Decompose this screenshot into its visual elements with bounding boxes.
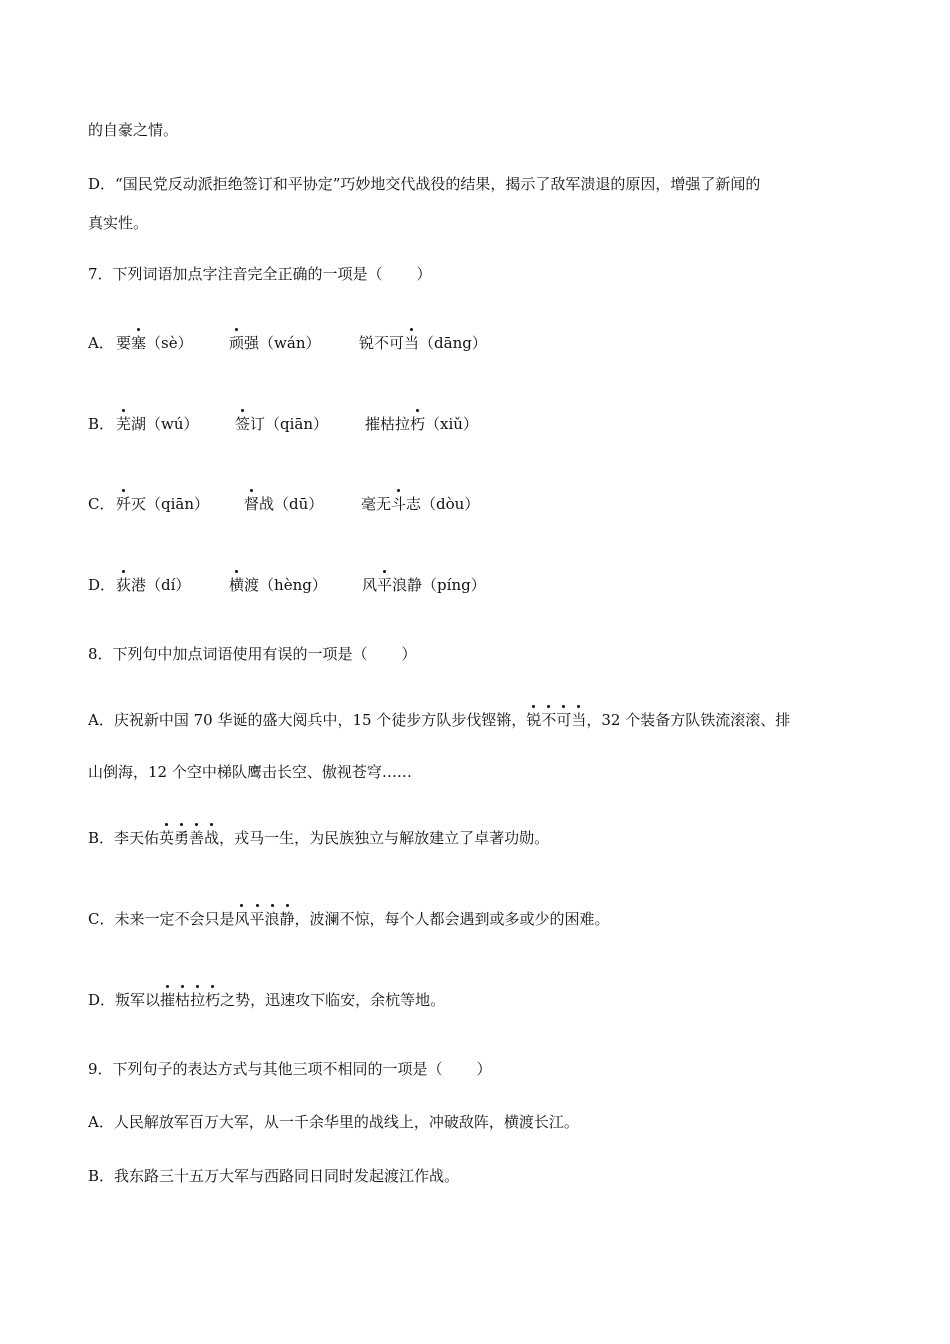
sentence-text: A．庆祝新中国 70 华诞的盛大阅兵中，15 个徒步方队步伐铿锵， xyxy=(88,711,527,729)
dotted-char: 静 xyxy=(279,910,295,928)
word-text: 港 xyxy=(131,576,147,594)
sentence-text: ，波澜不惊，每个人都会遇到或多或少的困难。 xyxy=(294,910,610,928)
q7-stem-close: ） xyxy=(416,265,432,283)
dotted-char: 塞 xyxy=(131,334,147,352)
dotted-char: 荻 xyxy=(116,576,132,594)
dotted-char: 督 xyxy=(244,495,260,513)
q9-option-b: B．我东路三十五万大军与西路同日同时发起渡江作战。 xyxy=(88,1167,460,1185)
option-label: A． xyxy=(88,334,114,352)
sentence-text: C．未来一定不会只是 xyxy=(88,910,235,928)
q6-option-d-line1: D．“国民党反动派拒绝签订和平协定”巧妙地交代战役的结果，揭示了敌军溃退的原因，增强了新闻的 xyxy=(88,175,761,193)
pinyin: （qiān） xyxy=(265,415,329,433)
word-text: 渡 xyxy=(244,576,260,594)
pinyin: （hèng） xyxy=(259,576,327,594)
q8-option-b xyxy=(88,828,549,848)
pinyin: （qiān） xyxy=(146,495,210,513)
dotted-char: 英 xyxy=(159,829,175,847)
dotted-char: 顽 xyxy=(229,334,245,352)
q6-option-d-line2: 真实性。 xyxy=(88,214,149,232)
dotted-char: 签 xyxy=(235,415,251,433)
word-item xyxy=(235,414,328,434)
q8-stem-text: 8．下列句中加点词语使用有误的一项是（ xyxy=(88,645,368,663)
option-label: C． xyxy=(88,495,115,513)
word-text: 湖 xyxy=(131,415,147,433)
dotted-char: 横 xyxy=(229,576,245,594)
dotted-char: 芜 xyxy=(116,415,132,433)
sentence-text: B．李天佑 xyxy=(88,829,160,847)
sentence-text: 之势，迅速攻下临安，余杭等地。 xyxy=(220,991,446,1009)
dotted-char: 可 xyxy=(556,711,572,729)
dotted-char: 战 xyxy=(204,829,220,847)
word-item xyxy=(229,575,327,595)
word-text: 锐不可 xyxy=(359,334,405,352)
dotted-char: 平 xyxy=(249,910,265,928)
q7-stem xyxy=(88,264,432,284)
q8-stem-close: ） xyxy=(401,645,417,663)
word-text: 浪静 xyxy=(392,576,423,594)
dotted-char: 朽 xyxy=(410,415,426,433)
word-text: 风 xyxy=(362,576,378,594)
pinyin: （dí） xyxy=(146,576,191,594)
q8-option-c xyxy=(88,909,610,929)
word-item xyxy=(361,494,479,514)
option-label: B． xyxy=(88,415,115,433)
word-item xyxy=(116,575,190,595)
word-text: 要 xyxy=(116,334,132,352)
dotted-char: 风 xyxy=(234,910,250,928)
dotted-char: 善 xyxy=(189,829,205,847)
dotted-char: 拉 xyxy=(190,991,206,1009)
dotted-char: 摧 xyxy=(160,991,176,1009)
sentence-text: ，32 个装备方队铁流滚滚、排 xyxy=(586,711,791,729)
dotted-char: 枯 xyxy=(175,991,191,1009)
word-text: 灭 xyxy=(131,495,147,513)
pinyin: （píng） xyxy=(422,576,486,594)
word-text: 战 xyxy=(259,495,275,513)
q8-option-a-line2: 山倒海，12 个空中梯队鹰击长空、傲视苍穹…… xyxy=(88,763,412,781)
dotted-char: 浪 xyxy=(264,910,280,928)
word-item xyxy=(244,494,323,514)
dotted-char: 勇 xyxy=(174,829,190,847)
dotted-char: 朽 xyxy=(205,991,221,1009)
dotted-char: 歼 xyxy=(116,495,132,513)
q9-stem-close: ） xyxy=(476,1060,492,1078)
word-text: 毫无 xyxy=(361,495,392,513)
option-label: D． xyxy=(88,576,116,594)
pinyin: （wán） xyxy=(259,334,321,352)
dotted-char: 不 xyxy=(541,711,557,729)
word-text: 强 xyxy=(244,334,260,352)
word-text: 志 xyxy=(406,495,422,513)
q8-option-d xyxy=(88,990,445,1010)
q8-stem xyxy=(88,644,417,664)
word-item xyxy=(116,414,199,434)
pinyin: （sè） xyxy=(146,334,193,352)
pinyin: （dāng） xyxy=(419,334,487,352)
word-text: 摧枯拉 xyxy=(365,415,411,433)
sentence-text: D．叛军以 xyxy=(88,991,161,1009)
pinyin: （dòu） xyxy=(421,495,480,513)
word-text: 订 xyxy=(250,415,266,433)
pinyin: （dū） xyxy=(274,495,324,513)
dotted-char: 当 xyxy=(404,334,420,352)
word-item xyxy=(365,414,478,434)
dotted-char: 锐 xyxy=(526,711,542,729)
q6-c-continuation: 的自豪之情。 xyxy=(88,121,179,139)
q8-option-a-line1 xyxy=(88,710,790,730)
word-item xyxy=(116,333,193,353)
q9-option-a: A．人民解放军百万大军，从一千余华里的战线上，冲破敌阵，横渡长江。 xyxy=(88,1113,579,1131)
dotted-char: 当 xyxy=(571,711,587,729)
q9-stem-text: 9．下列句子的表达方式与其他三项不相同的一项是（ xyxy=(88,1060,443,1078)
word-item xyxy=(362,575,486,595)
q9-stem xyxy=(88,1059,492,1079)
pinyin: （xiǔ） xyxy=(425,415,478,433)
word-item xyxy=(116,494,209,514)
word-item xyxy=(229,333,320,353)
pinyin: （wú） xyxy=(146,415,199,433)
dotted-char: 斗 xyxy=(391,495,407,513)
sentence-text: ，戎马一生，为民族独立与解放建立了卓著功勋。 xyxy=(219,829,550,847)
dotted-char: 平 xyxy=(377,576,393,594)
word-item xyxy=(359,333,487,353)
q7-stem-text: 7．下列词语加点字注音完全正确的一项是（ xyxy=(88,265,383,283)
